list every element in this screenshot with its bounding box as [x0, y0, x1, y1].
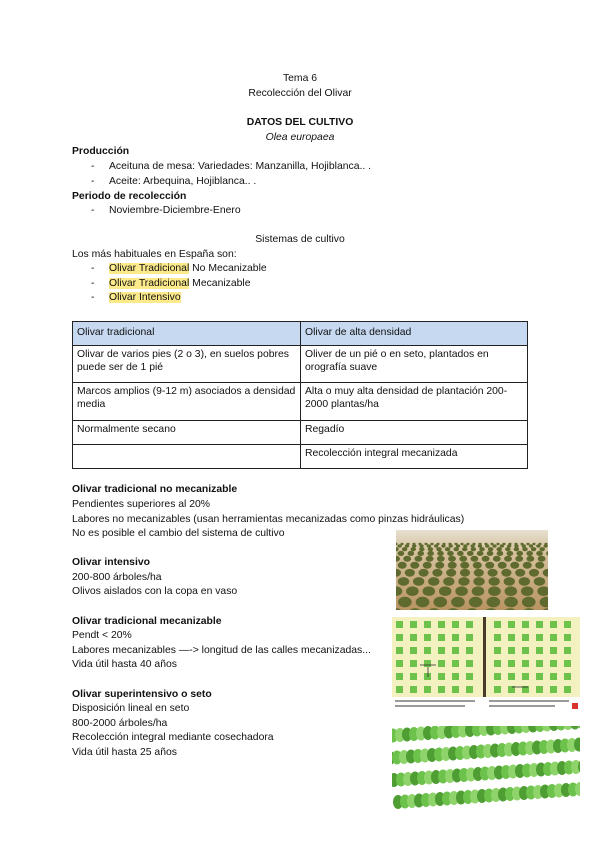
- tree-mark: [472, 586, 484, 596]
- tree-mark: [398, 562, 407, 569]
- tree-square: [536, 621, 543, 628]
- tree-square: [564, 686, 571, 693]
- tree-mark: [488, 586, 500, 596]
- tree-mark: [460, 562, 469, 569]
- photo-graphic: [396, 530, 548, 610]
- tree-mark: [504, 597, 518, 608]
- tree-mark: [436, 547, 441, 551]
- tree-square: [466, 621, 473, 628]
- tree-square: [410, 660, 417, 667]
- text-line: 800-2000 árboles/ha: [72, 718, 168, 729]
- tree-mark: [526, 551, 533, 556]
- tree-square: [424, 634, 431, 641]
- species-name: Olea europaea: [265, 132, 335, 143]
- tree-square: [522, 673, 529, 680]
- tree-square: [396, 673, 403, 680]
- mecanizable-heading: Olivar tradicional mecanizable: [72, 616, 222, 627]
- table-header-row: [73, 322, 528, 346]
- tree-mark: [531, 547, 536, 551]
- tree-square: [466, 634, 473, 641]
- tree-square: [438, 660, 445, 667]
- tree-mark: [544, 544, 548, 547]
- tree-mark: [398, 544, 402, 547]
- tree-square: [438, 673, 445, 680]
- text-line: Disposición lineal en seto: [72, 703, 190, 714]
- tree-mark: [449, 544, 453, 547]
- tree-square: [410, 673, 417, 680]
- tree-square: [452, 673, 459, 680]
- periodo-heading: Periodo de recolección: [72, 191, 187, 202]
- tree-mark: [430, 543, 433, 545]
- tree-mark: [446, 569, 456, 577]
- tree-mark: [443, 577, 454, 586]
- tree-square: [564, 660, 571, 667]
- diagram-graphic: [392, 617, 580, 717]
- text-line: Vida útil hasta 25 años: [72, 747, 177, 758]
- highlighted-text: Olivar Tradicional: [109, 263, 190, 274]
- tree-square: [424, 673, 431, 680]
- tree-mark: [471, 547, 476, 551]
- tree-mark: [451, 597, 465, 608]
- tree-square: [522, 660, 529, 667]
- tree-mark: [434, 544, 438, 547]
- tree-mark: [455, 586, 467, 596]
- tree-mark: [437, 556, 445, 562]
- tree-mark: [492, 544, 496, 547]
- tree-mark: [460, 543, 463, 545]
- tree-square: [424, 621, 431, 628]
- tree-mark: [410, 562, 419, 569]
- sistemas-heading: Sistemas de cultivo: [255, 234, 345, 245]
- tree-mark: [516, 551, 523, 556]
- tree-mark: [505, 586, 517, 596]
- sistemas-list: [72, 262, 267, 306]
- text-line: Labores mecanizables —-> longitud de las calles mecanizadas...: [72, 645, 371, 656]
- tree-mark: [466, 543, 469, 545]
- tree-square: [424, 660, 431, 667]
- highlighted-text: Olivar Tradicional: [109, 277, 190, 289]
- tree-mark: [485, 544, 489, 547]
- tree-mark: [527, 556, 535, 562]
- tree-mark: [529, 544, 533, 547]
- tree-square: [564, 647, 571, 654]
- tree-mark: [419, 569, 429, 577]
- tree-mark: [398, 597, 412, 608]
- tree-square: [396, 660, 403, 667]
- table-row: [73, 383, 528, 421]
- produccion-list: [72, 160, 371, 189]
- tree-mark: [534, 577, 545, 586]
- tree-mark: [469, 597, 483, 608]
- tree-mark: [462, 547, 467, 551]
- tree-mark: [433, 597, 447, 608]
- text-line: Pendt < 20%: [72, 630, 132, 641]
- tree-mark: [514, 547, 519, 551]
- tree-mark: [535, 562, 544, 569]
- tree-mark: [426, 556, 434, 562]
- periodo-list: [72, 204, 241, 219]
- no-mecanizable-heading: Olivar tradicional no mecanizable: [72, 484, 238, 495]
- tree-mark: [488, 577, 499, 586]
- tree-square: [494, 660, 501, 667]
- tree-mark: [410, 547, 415, 551]
- list-item: - Olivar Tradicional Mecanizable: [72, 277, 267, 292]
- tree-square: [550, 634, 557, 641]
- text-line: Pendientes superiores al 20%: [72, 499, 211, 510]
- tree-square: [564, 673, 571, 680]
- tree-mark: [521, 586, 533, 596]
- tree-square: [410, 621, 417, 628]
- list-item: [72, 291, 267, 306]
- tree-mark: [458, 577, 469, 586]
- tree-mark: [435, 562, 444, 569]
- tree-mark: [437, 551, 444, 556]
- tree-square: [550, 647, 557, 654]
- tree-square: [494, 634, 501, 641]
- tree-mark: [504, 556, 512, 562]
- tree-mark: [405, 569, 415, 577]
- tree-square: [508, 673, 515, 680]
- tree-mark: [423, 562, 432, 569]
- tree-mark: [488, 547, 493, 551]
- tree-square: [494, 647, 501, 654]
- tree-square: [550, 686, 557, 693]
- tree-mark: [403, 556, 411, 562]
- tree-square: [550, 660, 557, 667]
- tree-square: [466, 647, 473, 654]
- tree-mark: [515, 569, 525, 577]
- column-header: Olivar de alta densidad: [301, 322, 528, 346]
- spacing-diagram: [392, 617, 580, 717]
- text-line: No es posible el cambio del sistema de cultivo: [72, 528, 285, 539]
- tree-mark: [526, 543, 529, 545]
- tree-mark: [398, 551, 405, 556]
- tree-mark: [467, 551, 474, 556]
- tree-square: [494, 686, 501, 693]
- tree-square: [410, 686, 417, 693]
- tree-mark: [448, 562, 457, 569]
- tree-square: [508, 634, 515, 641]
- tree-mark: [522, 547, 527, 551]
- tree-mark: [479, 547, 484, 551]
- tree-square: [564, 634, 571, 641]
- text-line: Labores no mecanizables (usan herramientas mecanizadas como pinzas hidráulicas): [72, 514, 465, 525]
- tree-square: [522, 647, 529, 654]
- intensivo-heading: Olivar intensivo: [72, 557, 150, 568]
- tree-square: [494, 621, 501, 628]
- tree-mark: [402, 547, 407, 551]
- tree-mark: [415, 556, 423, 562]
- tree-square: [466, 686, 473, 693]
- tree-mark: [497, 551, 504, 556]
- page-subtitle: Recolección del Olivar: [248, 88, 352, 99]
- tree-mark: [529, 569, 539, 577]
- tree-square: [494, 673, 501, 680]
- tree-mark: [538, 556, 546, 562]
- tree-square: [424, 647, 431, 654]
- comparison-table: [72, 321, 528, 469]
- tree-mark: [432, 569, 442, 577]
- tree-square: [550, 621, 557, 628]
- tree-mark: [532, 543, 535, 545]
- tree-mark: [498, 562, 507, 569]
- hedgerow-illustration: [392, 726, 580, 820]
- table-cell: Alta o muy alta densidad de plantación 200-2000 plantas/ha: [301, 383, 528, 421]
- tree-mark: [427, 551, 434, 556]
- table-cell: Normalmente secano: [73, 421, 301, 445]
- tree-square: [522, 621, 529, 628]
- tree-square: [536, 686, 543, 693]
- tree-mark: [406, 586, 418, 596]
- superintensivo-heading: Olivar superintensivo o seto: [72, 689, 212, 700]
- tree-square: [466, 673, 473, 680]
- tree-mark: [460, 569, 470, 577]
- tree-mark: [496, 547, 501, 551]
- tree-square: [536, 634, 543, 641]
- tree-square: [410, 634, 417, 641]
- text-line: Olivos aislados con la copa en vaso: [72, 586, 238, 597]
- tree-square: [508, 647, 515, 654]
- tree-mark: [408, 551, 415, 556]
- tree-mark: [413, 577, 424, 586]
- tree-mark: [487, 597, 501, 608]
- table-cell: [73, 445, 301, 469]
- tree-mark: [488, 569, 498, 577]
- tree-square: [396, 686, 403, 693]
- tree-mark: [428, 577, 439, 586]
- tree-mark: [471, 556, 479, 562]
- table-row: [73, 445, 528, 469]
- tree-mark: [439, 586, 451, 596]
- sistemas-intro: Los más habituales en España son:: [72, 249, 237, 260]
- tree-square: [438, 686, 445, 693]
- tree-mark: [507, 551, 514, 556]
- tree-square: [452, 634, 459, 641]
- tree-mark: [500, 544, 504, 547]
- tree-mark: [457, 551, 464, 556]
- text-line: Recolección integral mediante cosechadora: [72, 732, 274, 743]
- tree-mark: [459, 556, 467, 562]
- tree-mark: [417, 551, 424, 556]
- table-row: [73, 346, 528, 383]
- hedgerow-graphic: [392, 726, 580, 820]
- tree-mark: [487, 551, 494, 556]
- tree-mark: [448, 556, 456, 562]
- tree-square: [438, 634, 445, 641]
- tree-mark: [445, 547, 450, 551]
- tree-mark: [473, 562, 482, 569]
- highlighted-text: Olivar Intensivo: [109, 292, 181, 304]
- tree-square: [396, 621, 403, 628]
- tree-mark: [504, 577, 515, 586]
- tree-mark: [473, 577, 484, 586]
- tree-mark: [428, 547, 433, 551]
- table-cell: Regadío: [301, 421, 528, 445]
- table-cell: Olivar de varios pies (2 o 3), en suelos pobres puede ser de 1 pié: [73, 346, 301, 383]
- tree-mark: [419, 547, 424, 551]
- tree-mark: [523, 562, 532, 569]
- tree-square: [438, 621, 445, 628]
- tree-mark: [477, 551, 484, 556]
- table-cell: Recolección integral mecanizada: [301, 445, 528, 469]
- tree-mark: [482, 556, 490, 562]
- tree-mark: [536, 551, 543, 556]
- tree-mark: [515, 556, 523, 562]
- table-cell: Oliver de un pié o en seto, plantados en orografía suave: [301, 346, 528, 383]
- tree-mark: [505, 547, 510, 551]
- list-item: - Olivar Tradicional No Mecanizable: [72, 262, 267, 277]
- text-line: 200-800 árboles/ha: [72, 572, 162, 583]
- list-item: - Aceituna de mesa: Variedades: Manzanilla, Hojiblanca.. .: [72, 160, 371, 175]
- tree-mark: [398, 577, 409, 586]
- tree-mark: [423, 586, 435, 596]
- tree-mark: [493, 556, 501, 562]
- tree-mark: [416, 597, 430, 608]
- tree-square: [536, 660, 543, 667]
- tree-square: [452, 686, 459, 693]
- tree-square: [396, 634, 403, 641]
- tree-mark: [485, 562, 494, 569]
- tree-mark: [453, 547, 458, 551]
- produccion-heading: Producción: [72, 146, 130, 157]
- tree-mark: [536, 544, 540, 547]
- tree-square: [536, 673, 543, 680]
- olive-grove-photo: [396, 530, 548, 610]
- tree-mark: [441, 544, 445, 547]
- table-row: [73, 421, 528, 445]
- tree-square: [396, 647, 403, 654]
- list-item: - Aceite: Arbequina, Hojiblanca.. .: [72, 175, 371, 190]
- text-line: Vida útil hasta 40 años: [72, 659, 177, 670]
- tree-square: [452, 660, 459, 667]
- topic-label: Tema 6: [282, 73, 318, 84]
- tree-square: [536, 647, 543, 654]
- list-item: - Noviembre-Diciembre-Enero: [72, 204, 241, 219]
- tree-square: [564, 621, 571, 628]
- tree-mark: [539, 547, 544, 551]
- table-cell: Marcos amplios (9-12 m) asociados a densidad media: [73, 383, 301, 421]
- tree-square: [522, 634, 529, 641]
- tree-mark: [496, 543, 499, 545]
- tree-mark: [519, 577, 530, 586]
- tree-square: [508, 660, 515, 667]
- tree-square: [466, 660, 473, 667]
- tree-mark: [510, 562, 519, 569]
- tree-mark: [447, 551, 454, 556]
- tree-square: [550, 673, 557, 680]
- tree-square: [452, 647, 459, 654]
- tree-mark: [424, 543, 427, 545]
- tree-square: [452, 621, 459, 628]
- tree-square: [438, 647, 445, 654]
- tree-square: [508, 621, 515, 628]
- tree-square: [410, 647, 417, 654]
- tree-mark: [501, 569, 511, 577]
- section-title: DATOS DEL CULTIVO: [246, 117, 354, 128]
- column-header: Olivar tradicional: [73, 322, 301, 346]
- tree-square: [424, 686, 431, 693]
- tree-mark: [474, 569, 484, 577]
- tree-mark: [522, 597, 536, 608]
